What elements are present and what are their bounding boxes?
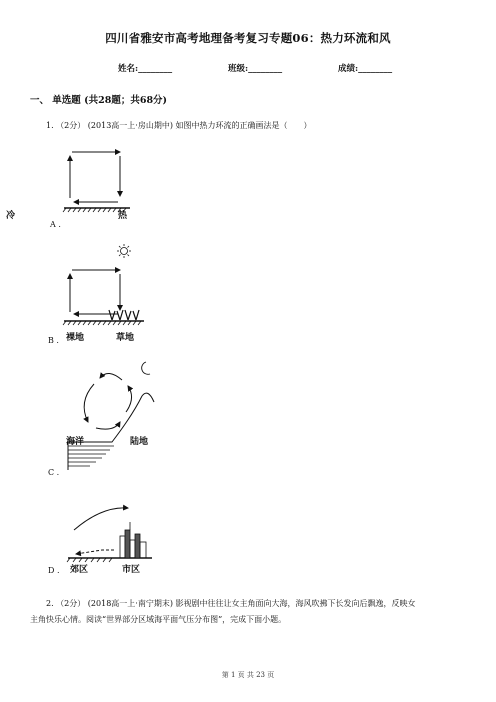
- option-c-letter: C .: [48, 468, 60, 477]
- option-a-letter: A .: [50, 220, 61, 229]
- option-d-figure: [62, 496, 162, 568]
- class-label: 班级:: [228, 64, 249, 74]
- option-d-label-suburb: 郊区: [70, 565, 89, 575]
- grass-icon: [109, 310, 139, 320]
- option-b-figure: [62, 244, 152, 334]
- option-d-label-urban: 市区: [122, 565, 141, 575]
- class-field: [228, 62, 282, 74]
- option-b-label-grass: 草地: [116, 333, 135, 343]
- option-b-letter: B .: [48, 336, 59, 345]
- option-b-label-bare: 裸地: [66, 333, 85, 343]
- page-footer: 第 1 页 共 23 页: [221, 671, 275, 679]
- option-a-label-hot: 热: [118, 211, 128, 221]
- name-label: 姓名:: [118, 64, 139, 74]
- score-blank: ________: [358, 64, 393, 74]
- city-buildings-icon: [120, 522, 146, 558]
- option-c-figure: [62, 356, 162, 474]
- option-d-letter: D .: [48, 566, 60, 575]
- sun-icon: [117, 244, 131, 258]
- page-title: 四川省雅安市高考地理备考复习专题06：热力环流和风: [105, 31, 391, 45]
- question-2-line-1: 2. （2分） (2018高一上·南宁期末) 影视剧中往往让女主角面向大海，海风吹拂下长发向后飘逸，反映女: [46, 599, 416, 608]
- name-blank: ________: [138, 64, 173, 74]
- score-field: [338, 62, 392, 74]
- option-c-label-land: 陆地: [130, 437, 149, 447]
- option-c-label-ocean: 海洋: [66, 437, 85, 447]
- question-1-text: 1. （2分） (2013高一上·房山期中) 如图中热力环流的正确画法是（ ）: [46, 121, 312, 130]
- question-2-line-2: 主角快乐心情。阅读“世界部分区域海平面气压分布图”，完成下面小题。: [30, 615, 287, 624]
- moon-icon: [142, 362, 150, 374]
- option-a-figure: [62, 146, 142, 226]
- option-a-label-cold: 冷: [6, 211, 16, 221]
- class-blank: ________: [248, 64, 283, 74]
- section-heading: 一、 单选题 (共28题；共68分): [30, 95, 168, 106]
- score-label: 成绩:: [338, 64, 359, 74]
- name-field: [118, 62, 172, 74]
